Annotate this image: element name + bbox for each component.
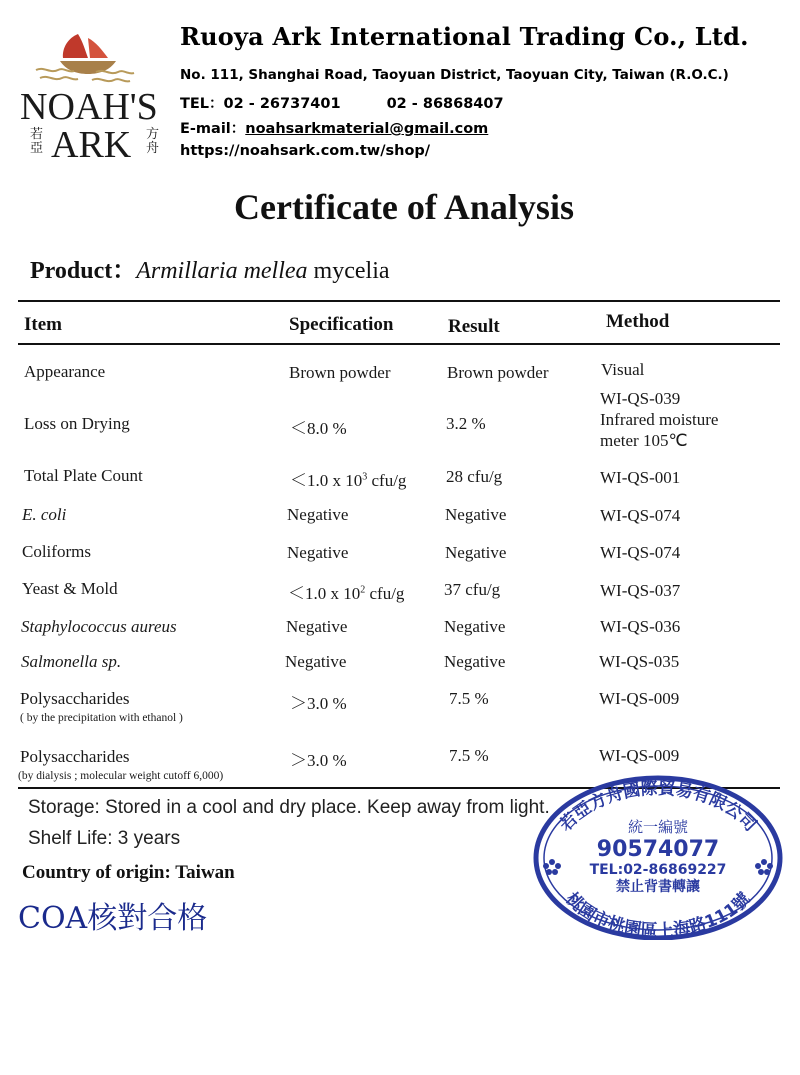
spec-unit: cfu/g [365, 584, 405, 603]
company-seal-stamp [532, 772, 784, 940]
tel-number-1: 02 - 26737401 [223, 96, 341, 112]
row-staphylococcus-spec: Negative [286, 617, 348, 636]
row-polysaccharides-ethanol-item: Polysaccharides [20, 689, 130, 708]
method-line: WI-QS-039 [600, 389, 681, 408]
header-method: Method [606, 311, 670, 332]
header-result: Result [448, 316, 500, 337]
row-polysaccharides-dialysis-method: WI-QS-009 [599, 746, 680, 765]
row-salmonella-method: WI-QS-035 [599, 652, 680, 671]
stamp-line1: 統一編號 [627, 818, 689, 836]
country-of-origin: Country of origin: Taiwan [22, 862, 235, 883]
header-item: Item [24, 314, 62, 335]
method-line: meter 105℃ [600, 431, 688, 450]
row-polysaccharides-dialysis-item: Polysaccharides [20, 747, 130, 766]
stamp-top-arc-text: 若亞方舟國際貿易有限公司 [555, 778, 761, 836]
logo-cjk-right: 方舟 [146, 127, 160, 156]
stamp-bottom-arc-text: 桃園市桃園區上海路111號 [561, 889, 755, 940]
row-staphylococcus-method: WI-QS-036 [600, 617, 681, 636]
spec-base: ＜1.0 x 10 [290, 471, 363, 490]
company-name: Ruoya Ark International Trading Co., Ltd. [180, 22, 749, 51]
spec-exponent: 2 [360, 584, 366, 596]
row-staphylococcus-item: Staphylococcus aureus [21, 617, 177, 636]
row-staphylococcus-result: Negative [444, 617, 506, 636]
row-appearance-spec: Brown powder [289, 363, 391, 382]
table-top-rule [18, 300, 780, 302]
company-address: No. 111, Shanghai Road, Taoyuan District, Taoyuan City, Taiwan (R.O.C.) [180, 67, 729, 83]
storage-note: Storage: Stored in a cool and dry place. Keep away from light. [28, 797, 550, 818]
row-total-plate-count-method: WI-QS-001 [600, 468, 681, 487]
row-appearance-method: Visual [601, 360, 645, 379]
tel-label: TEL： [180, 96, 224, 112]
row-total-plate-count-result: 28 cfu/g [446, 467, 503, 486]
row-polysaccharides-ethanol-method: WI-QS-009 [599, 689, 680, 708]
row-polysaccharides-dialysis-spec: ＞3.0 % [290, 751, 347, 770]
shelf-life: Shelf Life: 3 years [28, 828, 181, 849]
row-appearance-result: Brown powder [447, 363, 549, 382]
row-yeast-mold-spec [288, 579, 404, 604]
email-link[interactable]: noahsarkmaterial@gmail.com [245, 121, 489, 137]
product-suffix: mycelia [307, 258, 390, 284]
row-polysaccharides-dialysis-note: (by dialysis ; molecular weight cutoff 6,000) [18, 770, 224, 782]
tel-number-2: 02 - 86868407 [386, 96, 504, 112]
ark-boat-icon [30, 28, 140, 84]
spec-unit: cfu/g [367, 471, 407, 490]
website-link[interactable]: https://noahsark.com.tw/shop/ [180, 143, 431, 159]
row-appearance-item: Appearance [24, 362, 106, 381]
row-polysaccharides-ethanol-spec: ＞3.0 % [290, 694, 347, 713]
stamp-line3: TEL:02-86869227 [589, 862, 727, 878]
row-polysaccharides-ethanol-note: ( by the precipitation with ethanol ) [20, 712, 183, 724]
stamp-line2: 90574077 [596, 837, 720, 862]
row-yeast-mold-method: WI-QS-037 [600, 581, 681, 600]
row-coliforms-method: WI-QS-074 [600, 543, 681, 562]
row-salmonella-spec: Negative [285, 652, 347, 671]
row-loss-on-drying-result: 3.2 % [446, 414, 486, 433]
document-title: Certificate of Analysis [234, 187, 574, 227]
product-label: Product： [30, 258, 137, 284]
coa-verified-note: COA核對合格 [18, 901, 208, 936]
row-polysaccharides-dialysis-result: 7.5 % [449, 746, 489, 765]
company-logo [18, 28, 170, 168]
method-line: Infrared moisture [600, 410, 719, 429]
email-label: E-mail： [180, 121, 246, 137]
row-e-coli-result: Negative [445, 505, 507, 524]
telephone-line [180, 92, 504, 113]
row-e-coli-spec: Negative [287, 505, 349, 524]
email-line [180, 117, 488, 138]
row-total-plate-count-spec [290, 466, 406, 491]
stamp-line4: 禁止背書轉讓 [616, 879, 700, 895]
row-salmonella-result: Negative [444, 652, 506, 671]
row-coliforms-result: Negative [445, 543, 507, 562]
row-total-plate-count-item: Total Plate Count [24, 466, 143, 485]
row-e-coli-method: WI-QS-074 [600, 506, 681, 525]
row-polysaccharides-ethanol-result: 7.5 % [449, 689, 489, 708]
logo-name-line1: NOAH'S [20, 86, 158, 128]
logo-name-line2: ARK [51, 124, 132, 166]
spec-base: ＜1.0 x 10 [288, 584, 361, 603]
row-yeast-mold-result: 37 cfu/g [444, 580, 501, 599]
row-loss-on-drying-method [600, 388, 718, 451]
row-e-coli-item: E. coli [22, 505, 67, 524]
product-scientific-name: Armillaria mellea [136, 258, 308, 284]
row-yeast-mold-item: Yeast & Mold [22, 579, 118, 598]
row-salmonella-item: Salmonella sp. [21, 652, 122, 671]
logo-cjk-left: 若亞 [30, 127, 44, 156]
row-coliforms-spec: Negative [287, 543, 349, 562]
row-loss-on-drying-item: Loss on Drying [24, 414, 130, 433]
product-line [30, 250, 390, 285]
header-specification: Specification [289, 314, 394, 335]
table-header-rule [18, 343, 780, 345]
spec-exponent: 3 [362, 471, 368, 483]
row-coliforms-item: Coliforms [22, 542, 91, 561]
row-loss-on-drying-spec: ＜8.0 % [290, 419, 347, 438]
